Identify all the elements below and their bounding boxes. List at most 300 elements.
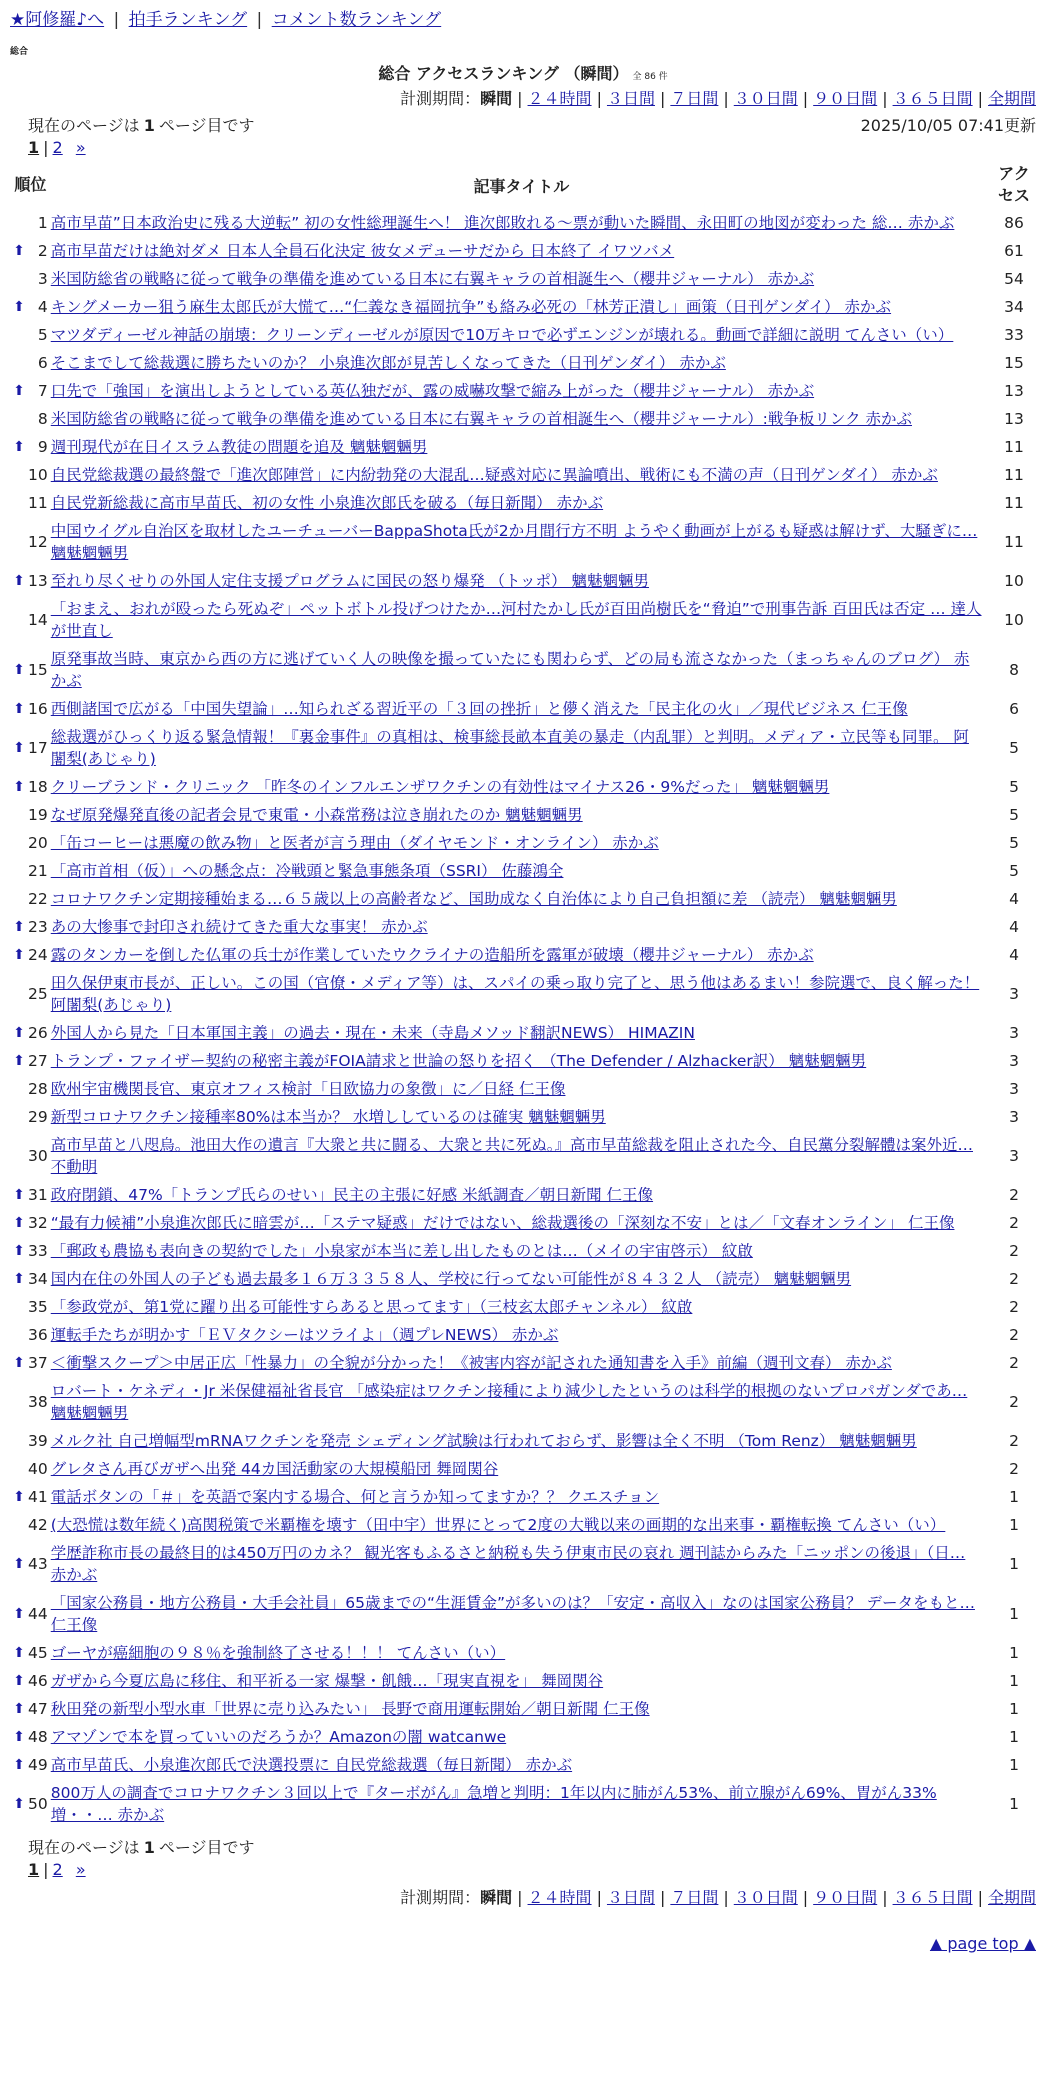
article-link[interactable]: ロバート・ケネディ・Jr 米保健福祉省長官 「感染症はワクチン接種により減少したというのは科学的根拠のないプロパガンダであ… 魑魅魍魎男 — [50, 1382, 968, 1422]
total-count: 全 86 件 — [632, 72, 668, 82]
period-separator: | — [659, 89, 666, 108]
arrow-cell — [10, 1321, 28, 1349]
updated-time: 2025/10/05 07:41更新 — [860, 116, 1036, 135]
access-count: 2 — [1009, 1432, 1019, 1450]
rank-number: 10 — [28, 466, 48, 484]
table-row — [10, 1427, 1036, 1455]
article-link[interactable]: 「缶コーヒーは悪魔の飲み物」と医者が言う理由（ダイヤモンド・オンライン） 赤かぶ — [50, 834, 659, 852]
table-row — [10, 1483, 1036, 1511]
title-cell — [51, 517, 992, 567]
access-count: 11 — [1004, 533, 1024, 551]
access-count: 3 — [1009, 1052, 1019, 1070]
rank-number: 37 — [28, 1354, 48, 1372]
title-cell — [51, 1483, 992, 1511]
title-cell — [51, 941, 992, 969]
article-link[interactable]: 露のタンカーを倒した仏軍の兵士が作業していたウクライナの造船所を露軍が破壊（櫻井ジャーナル） 赤かぶ — [50, 946, 814, 964]
pager-next[interactable]: » — [75, 138, 86, 157]
access-count: 11 — [1004, 494, 1024, 512]
access-count: 34 — [1004, 298, 1024, 316]
period-current: 瞬間 — [480, 89, 513, 108]
table-row — [10, 1103, 1036, 1131]
up-arrow-icon: ⬆ — [13, 947, 25, 963]
pager-separator: | — [43, 1860, 49, 1879]
rank-number: 50 — [28, 1795, 48, 1813]
access-count: 1 — [1009, 1516, 1019, 1534]
page-top-link[interactable]: ▲ page top ▲ — [929, 1934, 1036, 1953]
article-link[interactable]: 高市早苗氏、小泉進次郎氏で決選投票に 自民党総裁選（毎日新聞） 赤かぶ — [50, 1756, 573, 1774]
article-link[interactable]: マツダディーゼル神話の崩壊：クリーンディーゼルが原因で10万キロで必ずエンジンが壊れる。動画で詳細に説明 てんさい（い） — [50, 326, 954, 344]
period-link[interactable]: ９０日間 — [813, 89, 878, 108]
access-count: 3 — [1009, 1024, 1019, 1042]
up-arrow-icon: ⬆ — [13, 1796, 25, 1812]
access-count: 2 — [1009, 1242, 1019, 1260]
table-row — [10, 595, 1036, 645]
page-status-bottom — [10, 1835, 1036, 1858]
rank-number: 40 — [28, 1460, 48, 1478]
title-cell — [51, 1511, 992, 1539]
table-row — [10, 1779, 1036, 1829]
title-cell — [51, 829, 992, 857]
access-count: 10 — [1004, 611, 1024, 629]
rank-number: 29 — [28, 1108, 48, 1126]
article-link[interactable]: 西側諸国で広がる「中国失望論」…知られざる習近平の「３回の挫折」と儚く消えた「民主化の火」／現代ビジネス 仁王像 — [50, 700, 908, 718]
rank-number: 2 — [37, 242, 48, 260]
article-link[interactable]: 秋田発の新型小型水車「世界に売り込みたい」 長野で商用運転開始／朝日新聞 仁王像 — [50, 1700, 650, 1718]
table-row — [10, 1455, 1036, 1483]
access-count: 5 — [1009, 778, 1019, 796]
page-status-suffix: ページ目です — [158, 1838, 255, 1857]
page-status-number: 1 — [143, 116, 155, 135]
up-arrow-icon: ⬆ — [13, 919, 25, 935]
access-count: 5 — [1009, 739, 1019, 757]
up-arrow-icon: ⬆ — [13, 1606, 25, 1622]
title-cell — [51, 1377, 992, 1427]
article-link[interactable]: 電話ボタンの「＃」を英語で案内する場合、何と言うか知ってますか？？ クエスチョン — [50, 1488, 660, 1506]
article-link[interactable]: そこまでして総裁選に勝ちたいのか？ 小泉進次郎が見苦しくなってきた（日刊ゲンダイ） 赤かぶ — [50, 354, 726, 372]
up-arrow-icon: ⬆ — [13, 1053, 25, 1069]
up-arrow-icon: ⬆ — [13, 1489, 25, 1505]
table-row — [10, 293, 1036, 321]
table-row — [10, 1237, 1036, 1265]
table-row — [10, 1209, 1036, 1237]
arrow-cell — [10, 1427, 28, 1455]
title-cell — [51, 1349, 992, 1377]
access-count: 2 — [1009, 1186, 1019, 1204]
table-row — [10, 265, 1036, 293]
table-row — [10, 1131, 1036, 1181]
article-link[interactable]: 原発事故当時、東京から西の方に逃げていく人の映像を撮っていたにも関わらず、どの局も流さなかった（まっちゃんのブログ） 赤かぶ — [50, 650, 970, 690]
period-link[interactable]: ３６５日間 — [892, 89, 973, 108]
period-link[interactable]: ３６５日間 — [892, 1888, 973, 1907]
rank-number: 48 — [28, 1728, 48, 1746]
article-link[interactable]: 自民党総裁選の最終盤で「進次郎陣営」に内紛勃発の大混乱…疑惑対応に異論噴出、戦術にも不満の声（日刊ゲンダイ） 赤かぶ — [50, 466, 938, 484]
page-status-prefix: 現在のページは — [28, 1838, 140, 1857]
rank-number: 46 — [28, 1672, 48, 1690]
table-row — [10, 723, 1036, 773]
up-arrow-icon: ⬆ — [13, 1271, 25, 1287]
arrow-cell — [10, 801, 28, 829]
nav-separator: | — [256, 10, 263, 30]
page-status-prefix: 現在のページは — [28, 116, 140, 135]
table-row — [10, 1181, 1036, 1209]
arrow-cell — [10, 517, 28, 567]
top-nav — [10, 8, 1036, 32]
access-count: 6 — [1009, 700, 1019, 718]
title-cell — [51, 595, 992, 645]
access-count: 4 — [1009, 946, 1019, 964]
article-link[interactable]: 週刊現代が在日イスラム教徒の問題を追及 魑魅魍魎男 — [50, 438, 428, 456]
period-separator: | — [517, 89, 523, 108]
title-cell — [51, 969, 992, 1019]
period-link[interactable]: ２４時間 — [527, 89, 592, 108]
pager-next[interactable]: » — [75, 1860, 86, 1879]
article-link[interactable]: 高市早苗だけは絶対ダメ 日本人全員石化決定 彼女メデューサだから 日本終了 イワツバメ — [50, 242, 675, 260]
table-row — [10, 1265, 1036, 1293]
table-row — [10, 773, 1036, 801]
title-cell — [51, 1047, 992, 1075]
arrow-cell — [10, 321, 28, 349]
article-link[interactable]: 「国家公務員・地方公務員・大手会社員」65歳までの“生涯賃金”が多いのは？「安定・高収入」なのは国家公務員？ データをもと… 仁王像 — [50, 1594, 975, 1634]
title-cell — [51, 1751, 992, 1779]
access-count: 2 — [1009, 1460, 1019, 1478]
arrow-cell — [10, 969, 28, 1019]
rank-number: 30 — [28, 1147, 48, 1165]
article-link[interactable]: 自民党新総裁に高市早苗氏、初の女性 小泉進次郎氏を破る（毎日新聞） 赤かぶ — [50, 494, 604, 512]
arrow-cell — [10, 1455, 28, 1483]
title-cell — [51, 1667, 992, 1695]
article-link[interactable]: キングメーカー狙う麻生太郎氏が大慌て…“仁義なき福岡抗争”も絡み必死の「林芳正潰し」画策（日刊ゲンダイ） 赤かぶ — [50, 298, 892, 316]
rank-number: 24 — [28, 946, 48, 964]
title-cell — [51, 885, 992, 913]
period-separator: | — [596, 1888, 602, 1907]
period-link[interactable]: ３０日間 — [733, 1888, 798, 1907]
period-separator: | — [723, 89, 729, 108]
period-selector-bottom — [10, 1885, 1036, 1908]
rank-number: 19 — [28, 806, 48, 824]
title-cell — [51, 265, 992, 293]
period-link[interactable]: ３日間 — [606, 89, 655, 108]
period-link[interactable]: 全期間 — [987, 89, 1036, 108]
arrow-cell — [10, 405, 28, 433]
access-count: 4 — [1009, 918, 1019, 936]
article-link[interactable]: グレタさん再びガザへ出発 44カ国活動家の大規模船団 舞岡関谷 — [50, 1460, 499, 1478]
title-cell — [51, 1209, 992, 1237]
pager-page-2[interactable]: 2 — [52, 138, 63, 157]
article-link[interactable]: トランプ・ファイザー契約の秘密主義がFOIA請求と世論の怒りを招く （The Defender / Alzhacker訳） 魑魅魍魎男 — [50, 1052, 867, 1070]
article-link[interactable]: 欧州宇宙機関長官、東京オフィス検討「日欧協力の象徴」に／日経 仁王像 — [50, 1080, 566, 1098]
arrow-cell — [10, 209, 28, 237]
period-separator: | — [977, 89, 983, 108]
article-link[interactable]: 新型コロナワクチン接種率80%は本当か？ 水増ししているのは確実 魑魅魍魎男 — [50, 1108, 606, 1126]
arrow-cell — [10, 1511, 28, 1539]
article-link[interactable]: あの大惨事で封印され続けてきた重大な事実！ 赤かぶ — [50, 918, 428, 936]
arrow-cell — [10, 1131, 28, 1181]
pager-page-2[interactable]: 2 — [52, 1860, 63, 1879]
period-link[interactable]: ３日間 — [606, 1888, 655, 1907]
table-row — [10, 567, 1036, 595]
title-cell — [51, 405, 992, 433]
access-count: 2 — [1009, 1393, 1019, 1411]
table-row — [10, 1321, 1036, 1349]
period-link[interactable]: ９０日間 — [813, 1888, 878, 1907]
access-count: 1 — [1009, 1488, 1019, 1506]
rank-number: 47 — [28, 1700, 48, 1718]
table-row — [10, 1511, 1036, 1539]
table-row — [10, 801, 1036, 829]
access-count: 5 — [1009, 834, 1019, 852]
rank-number: 34 — [28, 1270, 48, 1288]
title-cell — [51, 1455, 992, 1483]
rank-number: 38 — [28, 1393, 48, 1411]
rank-number: 23 — [28, 918, 48, 936]
period-separator: | — [977, 1888, 983, 1907]
article-link[interactable]: 外国人から見た「日本軍国主義」の過去・現在・未来（寺島メソッド翻訳NEWS） HIMAZIN — [50, 1024, 695, 1042]
table-row — [10, 1695, 1036, 1723]
header-rank: 順位 — [14, 175, 47, 194]
table-row — [10, 695, 1036, 723]
article-link[interactable]: 「郵政も農協も表向きの契約でした」小泉家が本当に差し出したものとは…（メイの宇宙啓示） 紋啟 — [50, 1242, 753, 1260]
page-status-text — [28, 1835, 255, 1858]
up-arrow-icon: ⬆ — [13, 701, 25, 717]
article-link[interactable]: 中国ウイグル自治区を取材したユーチューバーBappaShota氏が2か月間行方不明 ようやく動画が上がるも疑惑は解けず、大騒ぎに… 魑魅魍魎男 — [50, 522, 978, 562]
access-count: 86 — [1004, 214, 1024, 232]
title-cell — [51, 1639, 992, 1667]
table-row — [10, 321, 1036, 349]
article-link[interactable]: クリーブランド・クリニック 「昨冬のインフルエンザワクチンの有効性はマイナス26・9%だった」 魑魅魍魎男 — [50, 778, 830, 796]
rank-number: 18 — [28, 778, 48, 796]
table-row — [10, 1723, 1036, 1751]
article-link[interactable]: 国内在住の外国人の子ども過去最多１６万３３５８人、学校に行ってない可能性が８４３２人 （読売） 魑魅魍魎男 — [50, 1270, 852, 1288]
rank-number: 31 — [28, 1186, 48, 1204]
title-cell — [51, 293, 992, 321]
access-count: 4 — [1009, 890, 1019, 908]
table-row — [10, 209, 1036, 237]
rank-number: 28 — [28, 1080, 48, 1098]
pager-current: 1 — [28, 1860, 40, 1879]
table-row — [10, 913, 1036, 941]
access-count: 1 — [1009, 1672, 1019, 1690]
up-arrow-icon: ⬆ — [13, 573, 25, 589]
article-link[interactable]: 学歴詐称市長の最終目的は450万円のカネ？ 観光客もふるさと納税も失う伊東市民の哀れ 週刊誌からみた「ニッポンの後退」（日… 赤かぶ — [50, 1544, 966, 1584]
rank-number: 39 — [28, 1432, 48, 1450]
access-count: 3 — [1009, 985, 1019, 1003]
article-link[interactable]: 高市早苗と八咫烏。池田大作の遺言『大衆と共に闘る、大衆と共に死ぬ。』高市早苗総裁を阻止された今、自民黨分裂解體は案外近… 不動明 — [50, 1136, 973, 1176]
rank-number: 17 — [28, 739, 48, 757]
access-count: 1 — [1009, 1795, 1019, 1813]
period-link[interactable]: ７日間 — [670, 1888, 719, 1907]
title-cell — [51, 1589, 992, 1639]
rank-number: 33 — [28, 1242, 48, 1260]
pager-current: 1 — [28, 138, 40, 157]
title-cell — [51, 433, 992, 461]
access-count: 33 — [1004, 326, 1024, 344]
title-cell — [51, 1321, 992, 1349]
table-row — [10, 433, 1036, 461]
table-row — [10, 1075, 1036, 1103]
up-arrow-icon: ⬆ — [13, 1701, 25, 1717]
access-count: 13 — [1004, 382, 1024, 400]
period-link[interactable]: ３０日間 — [733, 89, 798, 108]
rank-number: 49 — [28, 1756, 48, 1774]
arrow-cell — [10, 595, 28, 645]
rank-number: 7 — [37, 382, 48, 400]
article-link[interactable]: 「高市首相（仮）」への懸念点：冷戦頭と緊急事態条項（SSRI） 佐藤鴻全 — [50, 862, 564, 880]
rank-number: 44 — [28, 1605, 48, 1623]
pager — [10, 138, 1036, 157]
article-link[interactable]: 「おまえ、おれが殴ったら死ぬぞ」ペットボトル投げつけたか…河村たかし氏が百田尚樹氏を“脅迫”で刑事告訴 百田氏は否定 … 達人が世直し — [50, 600, 982, 640]
page-status-suffix: ページ目です — [158, 116, 255, 135]
title-cell — [51, 349, 992, 377]
rank-number: 22 — [28, 890, 48, 908]
title-cell — [51, 1695, 992, 1723]
article-link[interactable]: 運転手たちが明かす「ＥＶタクシーはツライよ」（週プレNEWS） 赤かぶ — [50, 1326, 559, 1344]
article-link[interactable]: 至れり尽くせりの外国人定住支援プログラムに国民の怒り爆発 （トッポ） 魑魅魍魎男 — [50, 572, 649, 590]
arrow-cell — [10, 1377, 28, 1427]
rank-number: 15 — [28, 661, 48, 679]
up-arrow-icon: ⬆ — [13, 439, 25, 455]
up-arrow-icon: ⬆ — [13, 243, 25, 259]
article-link[interactable]: アマゾンで本を買っていいのだろうか？Amazonの闇 watcanwe — [50, 1728, 507, 1746]
table-row — [10, 1019, 1036, 1047]
up-arrow-icon: ⬆ — [13, 1757, 25, 1773]
table-row — [10, 1751, 1036, 1779]
access-count: 5 — [1009, 862, 1019, 880]
table-row — [10, 1639, 1036, 1667]
title-cell — [51, 461, 992, 489]
article-link[interactable]: 政府閉鎖、47%「トランプ氏らのせい」民主の主張に好感 米紙調査／朝日新聞 仁王像 — [50, 1186, 654, 1204]
rank-number: 32 — [28, 1214, 48, 1232]
table-row — [10, 1293, 1036, 1321]
title-cell — [51, 1075, 992, 1103]
title-cell — [51, 1539, 992, 1589]
pager-bottom — [10, 1860, 1036, 1879]
up-arrow-icon: ⬆ — [13, 779, 25, 795]
access-count: 2 — [1009, 1354, 1019, 1372]
period-link[interactable]: ７日間 — [670, 89, 719, 108]
article-link[interactable]: ゴーヤが癌細胞の９８％を強制終了させる！！！ てんさい（い） — [50, 1644, 506, 1662]
period-label: 計測期間： — [400, 89, 481, 108]
article-link[interactable]: ＜衝撃スクープ＞中居正広「性暴力」の全貌が分かった！《被害内容が記された通知書を入手》前編（週刊文春） 赤かぶ — [50, 1354, 892, 1372]
arrow-cell — [10, 1075, 28, 1103]
access-count: 2 — [1009, 1270, 1019, 1288]
access-count: 3 — [1009, 1147, 1019, 1165]
up-arrow-icon: ⬆ — [13, 1215, 25, 1231]
title-cell — [51, 1131, 992, 1181]
table-row — [10, 941, 1036, 969]
article-link[interactable]: 総裁選がひっくり返る緊急情報！『裏金事件』の真相は、検事総長畝本直美の暴走（内乱罪）と判明。メディア・立民等も同罪。 阿闍梨(あじゃり) — [50, 728, 969, 768]
table-row — [10, 237, 1036, 265]
page-status — [10, 113, 1036, 136]
access-count: 1 — [1009, 1555, 1019, 1573]
article-link[interactable]: 高市早苗”日本政治史に残る大逆転” 初の女性総理誕生へ！ 進次郎敗れる～票が動いた瞬間、永田町の地図が変わった 総… 赤かぶ — [50, 214, 955, 232]
page-status-text — [28, 113, 255, 136]
rank-number: 11 — [28, 494, 48, 512]
header-access: アクセス — [997, 164, 1030, 205]
home-link[interactable]: ★阿修羅♪へ — [10, 10, 105, 30]
article-link[interactable]: ガザから今夏広島に移住、和平祈る一家 爆撃・飢餓…「現実直視を」 舞岡関谷 — [50, 1672, 604, 1690]
article-link[interactable]: なぜ原発爆発直後の記者会見で東電・小森常務は泣き崩れたのか 魑魅魍魎男 — [50, 806, 583, 824]
title-cell — [51, 237, 992, 265]
access-count: 13 — [1004, 410, 1024, 428]
access-count: 8 — [1009, 661, 1019, 679]
rank-number: 5 — [37, 326, 48, 344]
rank-number: 42 — [28, 1516, 48, 1534]
title-cell — [51, 321, 992, 349]
article-link[interactable]: コロナワクチン定期接種始まる…６５歳以上の高齢者など、国助成なく自治体により自己負担額に差 （読売） 魑魅魍魎男 — [50, 890, 897, 908]
access-count: 3 — [1009, 1108, 1019, 1126]
period-separator: | — [802, 1888, 809, 1907]
table-row — [10, 1589, 1036, 1639]
title-cell — [51, 801, 992, 829]
table-row — [10, 517, 1036, 567]
table-row — [10, 461, 1036, 489]
article-link[interactable]: 「参政党が、第1党に躍り出る可能性すらあると思ってます」（三枝玄太郎チャンネル） 紋啟 — [50, 1298, 693, 1316]
article-link[interactable]: 米国防総省の戦略に従って戦争の準備を進めている日本に右翼キャラの首相誕生へ（櫻井ジャーナル）:戦争板リンク 赤かぶ — [50, 410, 912, 428]
title-cell — [51, 773, 992, 801]
article-link[interactable]: “最有力候補”小泉進次郎氏に暗雲が…「ステマ疑惑」だけではない、総裁選後の「深刻な不安」とは／「文春オンライン」 仁王像 — [50, 1214, 955, 1232]
article-link[interactable]: 口先で「強国」を演出しようとしている英仏独だが、露の威嚇攻撃で縮み上がった（櫻井ジャーナル） 赤かぶ — [50, 382, 815, 400]
up-arrow-icon: ⬆ — [13, 1673, 25, 1689]
access-count: 10 — [1004, 572, 1024, 590]
up-arrow-icon: ⬆ — [13, 1729, 25, 1745]
up-arrow-icon: ⬆ — [13, 1645, 25, 1661]
arrow-cell — [10, 461, 28, 489]
table-header-row — [10, 161, 1036, 209]
up-arrow-icon: ⬆ — [13, 1243, 25, 1259]
access-count: 11 — [1004, 466, 1024, 484]
page-top — [10, 1934, 1036, 1953]
period-separator: | — [882, 1888, 888, 1907]
title-cell — [51, 1779, 992, 1829]
table-row — [10, 377, 1036, 405]
table-row — [10, 405, 1036, 433]
up-arrow-icon: ⬆ — [13, 662, 25, 678]
rank-number: 41 — [28, 1488, 48, 1506]
article-link[interactable]: 田久保伊東市長が、正しい。この国（官僚・メディア等）は、スパイの乗っ取り完了と、思う他はあるまい！参院選で、良く解った！ 阿闍梨(あじゃり) — [50, 974, 980, 1014]
title-cell — [51, 1019, 992, 1047]
article-link[interactable]: メルク社 自己増幅型mRNAワクチンを発売 シェディング試験は行われておらず、影響は全く不明 （Tom Renz） 魑魅魍魎男 — [50, 1432, 917, 1450]
title-cell — [51, 1265, 992, 1293]
rank-number: 43 — [28, 1555, 48, 1573]
access-count: 1 — [1009, 1756, 1019, 1774]
rank-number: 25 — [28, 985, 48, 1003]
clap-ranking-link[interactable]: 拍手ランキング — [128, 10, 248, 30]
table-row — [10, 829, 1036, 857]
article-link[interactable]: 800万人の調査でコロナワクチン３回以上で『ターボがん』急増と判明：1年以内に肺がん53%、前立腺がん69%、胃がん33%増・・… 赤かぶ — [50, 1784, 937, 1824]
comment-ranking-link[interactable]: コメント数ランキング — [271, 10, 442, 30]
rank-number: 14 — [28, 611, 48, 629]
title-cell — [51, 567, 992, 595]
access-count: 2 — [1009, 1214, 1019, 1232]
article-link[interactable]: 米国防総省の戦略に従って戦争の準備を進めている日本に右翼キャラの首相誕生へ（櫻井ジャーナル） 赤かぶ — [50, 270, 815, 288]
rank-number: 27 — [28, 1052, 48, 1070]
access-count: 2 — [1009, 1326, 1019, 1344]
table-row — [10, 1047, 1036, 1075]
up-arrow-icon: ⬆ — [13, 1187, 25, 1203]
period-link[interactable]: ２４時間 — [527, 1888, 592, 1907]
category-label: 総合 — [10, 47, 29, 57]
table-row — [10, 1667, 1036, 1695]
page-title-text: 総合 アクセスランキング （瞬間） — [378, 64, 629, 83]
table-row — [10, 645, 1036, 695]
rank-number: 36 — [28, 1326, 48, 1344]
up-arrow-icon: ⬆ — [13, 1556, 25, 1572]
period-link[interactable]: 全期間 — [987, 1888, 1036, 1907]
rank-number: 1 — [37, 214, 48, 232]
access-count: 3 — [1009, 1080, 1019, 1098]
arrow-cell — [10, 829, 28, 857]
article-link[interactable]: (大恐慌は数年続く)高関税策で米覇権を壊す（田中宇）世界にとって2度の大戦以来の画期的な出来事・覇権転換 てんさい（い） — [50, 1516, 946, 1534]
